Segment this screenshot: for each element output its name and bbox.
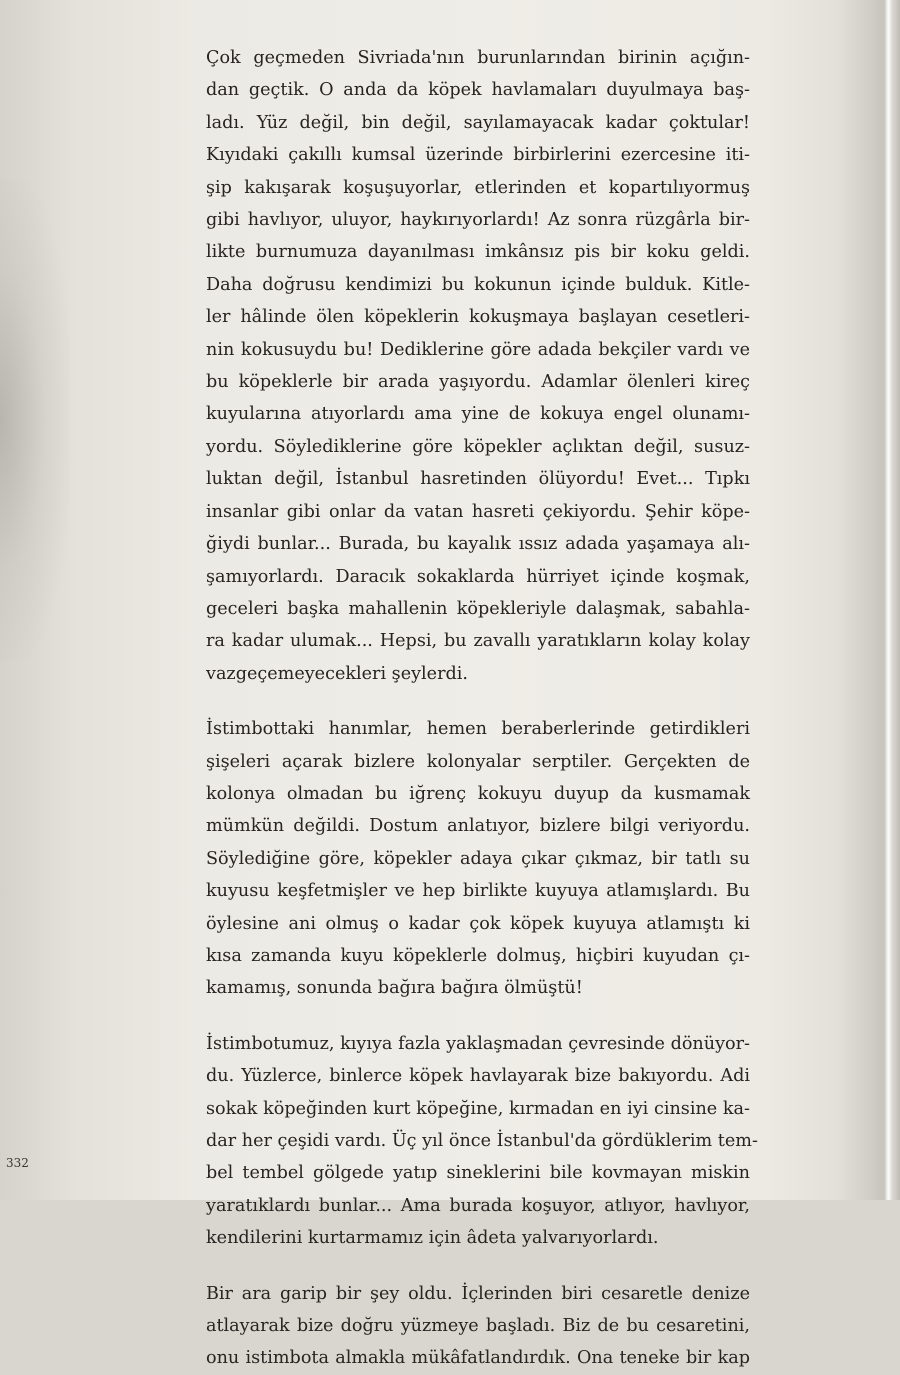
text-line: kamamış, sonunda bağıra bağıra ölmüştü! xyxy=(206,978,583,999)
text-line: Daha doğrusu kendimizi bu kokunun içinde bulduk. Kitle- xyxy=(206,274,750,295)
paragraph-gap xyxy=(206,1255,750,1278)
text-line: ğiydi bunlar... Burada, bu kayalık ıssız adada yaşamaya alı- xyxy=(206,534,750,555)
text-line: sokak köpeğinden kurt köpeğine, kırmadan en iyi cinsine ka- xyxy=(206,1098,750,1119)
text-line: onu istimbota almakla mükâfatlandırdık. Ona teneke bir kap xyxy=(206,1348,750,1369)
text-line: mümkün değildi. Dostum anlatıyor, bizlere bilgi veriyordu. xyxy=(206,816,750,837)
text-line: gibi havlıyor, uluyor, haykırıyorlardı! Az sonra rüzgârla bir- xyxy=(206,210,750,231)
page-number: 332 xyxy=(6,1156,29,1170)
text-line: kuyularına atıyorlardı ama yine de kokuya engel olunamı- xyxy=(206,404,750,425)
text-line: ler hâlinde ölen köpeklerin kokuşmaya başlayan cesetleri- xyxy=(206,307,750,328)
body-text xyxy=(206,42,758,1375)
text-line: vazgeçemeyecekleri şeylerdi. xyxy=(206,663,468,684)
text-line: dan geçtik. O anda da köpek havlamaları duyulmaya baş- xyxy=(206,80,750,101)
text-line: ra kadar ulumak... Hepsi, bu zavallı yaratıkların kolay kolay xyxy=(206,631,750,652)
text-line: yordu. Söylediklerine göre köpekler açlıktan değil, susuz- xyxy=(206,436,750,457)
text-line: şamıyorlardı. Daracık sokaklarda hürriyet içinde koşmak, xyxy=(206,566,750,587)
text-line: du. Yüzlerce, binlerce köpek havlayarak bize bakıyordu. Adi xyxy=(206,1066,750,1087)
text-line: kolonya olmadan bu iğrenç kokuyu duyup da kusmamak xyxy=(206,783,750,804)
text-line: İstimbottaki hanımlar, hemen beraberlerinde getirdikleri xyxy=(206,719,750,740)
paragraph xyxy=(206,713,750,1005)
text-line: şişeleri açarak bizlere kolonyalar serptiler. Gerçekten de xyxy=(206,751,750,772)
text-line: nin kokusuydu bu! Dediklerine göre adada bekçiler vardı ve xyxy=(206,339,750,360)
page-shadow xyxy=(0,180,70,660)
text-line: öylesine ani olmuş o kadar çok köpek kuyuya atlamıştı ki xyxy=(206,913,750,934)
text-line: dar her çeşidi vardı. Üç yıl önce İstanbul'da gördüklerim tem- xyxy=(206,1131,758,1151)
text-line: şip kakışarak koşuşuyorlar, etlerinden et kopartılıyormuş xyxy=(206,177,750,198)
text-line: insanlar gibi onlar da vatan hasreti çekiyordu. Şehir köpe- xyxy=(206,501,750,522)
next-page-edge xyxy=(874,0,900,1200)
text-line: atlayarak bize doğru yüzmeye başladı. Biz de bu cesaretini, xyxy=(206,1316,750,1337)
paragraph xyxy=(206,1028,758,1255)
text-line: kısa zamanda kuyu köpeklerle dolmuş, hiçbiri kuyudan çı- xyxy=(206,945,750,966)
text-line: likte burnumuza dayanılması imkânsız pis bir koku geldi. xyxy=(206,242,750,263)
paragraph xyxy=(206,1278,750,1375)
text-line: ladı. Yüz değil, bin değil, sayılamayacak kadar çoktular! xyxy=(206,112,750,133)
text-line: Kıyıdaki çakıllı kumsal üzerinde birbirlerini ezercesine iti- xyxy=(206,145,750,166)
text-line: geceleri başka mahallenin köpekleriyle dalaşmak, sabahla- xyxy=(206,598,750,619)
text-line: bu köpeklerle bir arada yaşıyordu. Adamlar ölenleri kireç xyxy=(206,372,750,393)
paragraph xyxy=(206,42,750,690)
text-line: Bir ara garip bir şey oldu. İçlerinden biri cesaretle denize xyxy=(206,1283,750,1304)
text-line: Çok geçmeden Sivriada'nın burunlarından birinin açığın- xyxy=(206,48,750,68)
paragraph-gap xyxy=(206,1005,750,1028)
text-line: İstimbotumuz, kıyıya fazla yaklaşmadan çevresinde dönüyor- xyxy=(206,1033,750,1054)
text-line: yaratıklardı bunlar... Ama burada koşuyor, atlıyor, havlıyor, xyxy=(206,1195,750,1216)
text-line: luktan değil, İstanbul hasretinden ölüyordu! Evet... Tıpkı xyxy=(206,469,750,490)
text-line: kendilerini kurtarmamız için âdeta yalvarıyorlardı. xyxy=(206,1228,659,1249)
text-line: bel tembel gölgede yatıp sineklerini bile kovmayan miskin xyxy=(206,1163,750,1184)
text-line: kuyusu keşfetmişler ve hep birlikte kuyuya atlamışlardı. Bu xyxy=(206,881,750,902)
text-line: Söylediğine göre, köpekler adaya çıkar çıkmaz, bir tatlı su xyxy=(206,848,750,869)
paragraph-gap xyxy=(206,690,750,713)
